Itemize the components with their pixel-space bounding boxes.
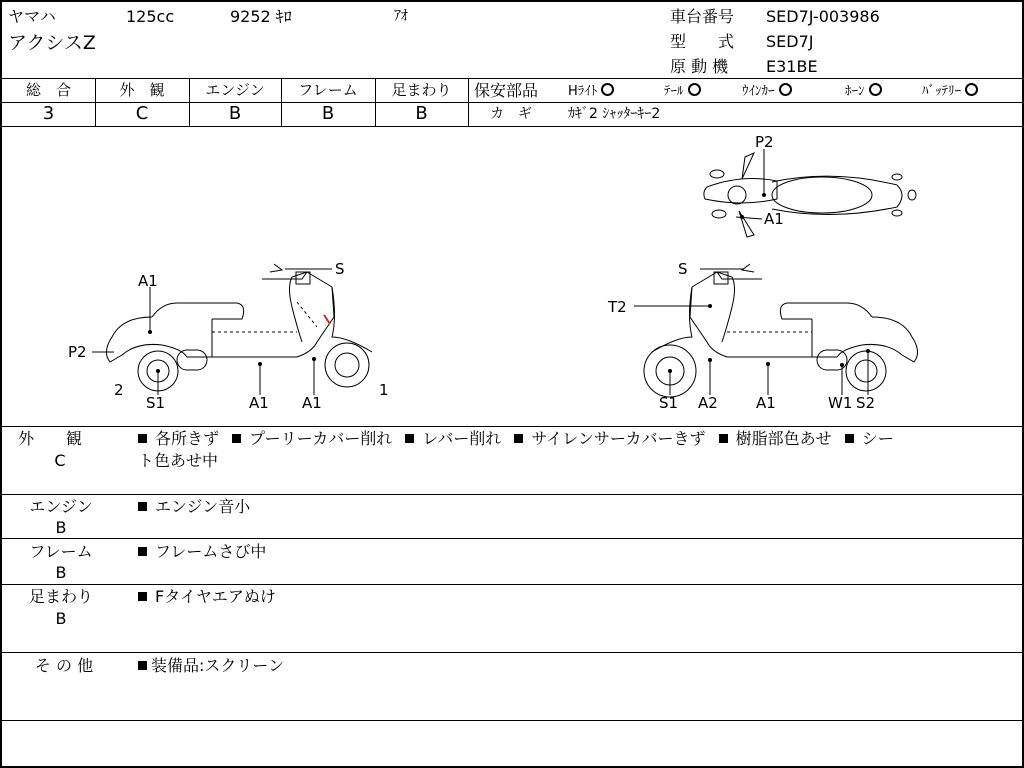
scooter-top-view: [704, 153, 916, 237]
note-cat-suspension: 足まわり: [28, 587, 93, 606]
circle-mark-icon: [869, 83, 882, 96]
note-item: シー: [861, 429, 894, 448]
grade-value-suspension: B: [415, 103, 428, 124]
key-value: ｶｷﾞ2 ｼｬｯﾀｰｷｰ2: [568, 106, 661, 122]
note-grade-exterior: C: [54, 451, 66, 470]
note-cat-exterior: 外 観: [17, 429, 82, 448]
engine-value: E31BE: [766, 57, 818, 76]
safety-winker: [742, 83, 792, 98]
divider: [468, 78, 469, 126]
note-item: 各所きず: [155, 429, 220, 448]
divider: [2, 494, 1024, 495]
grade-label-frame: フレーム: [298, 81, 358, 99]
frame-no-label: 車台番号: [670, 7, 735, 26]
circle-mark-icon: [601, 83, 614, 96]
label-left-1: 1: [379, 381, 389, 399]
label-left-a1: A1: [138, 272, 158, 290]
label-right-s1: S1: [659, 394, 679, 412]
bullet-icon: [232, 434, 241, 443]
grade-label-exterior: 外 観: [119, 81, 165, 99]
label-left-a1c: A1: [302, 394, 322, 412]
displacement: 125cc: [126, 7, 175, 26]
color: ｱｵ: [394, 8, 408, 24]
type-label: 型 式: [670, 32, 735, 51]
label-left-2: 2: [114, 381, 124, 399]
safety-item-label: ﾃｰﾙ: [664, 84, 684, 99]
note-item: エンジン音小: [155, 497, 251, 516]
note-text-frame: [138, 544, 266, 560]
bullet-icon: [138, 592, 147, 601]
label-top-p2: P2: [755, 133, 774, 151]
model-name: アクシスZ: [8, 32, 96, 54]
circle-mark-icon: [779, 83, 792, 96]
circle-mark-icon: [965, 83, 978, 96]
note-item: 装備品:スクリーン: [151, 656, 285, 675]
grade-value-overall: 3: [42, 103, 55, 124]
note-item: フレームさび中: [155, 542, 267, 561]
label-left-s1: S1: [146, 394, 166, 412]
bullet-icon: [138, 434, 147, 443]
damage-diagram: [2, 127, 1024, 425]
note-text-suspension: [138, 589, 276, 605]
divider: [2, 652, 1024, 653]
note-cat-frame: フレーム: [29, 542, 93, 561]
frame-no: SED7J-003986: [766, 7, 880, 26]
safety-item-label: ｳｲﾝｶｰ: [742, 84, 775, 99]
bullet-icon: [138, 547, 147, 556]
grade-value-exterior: C: [135, 103, 149, 124]
note-item: サイレンサーカバーきず: [531, 429, 706, 448]
note-grade-frame: B: [55, 563, 67, 582]
note-grade-suspension: B: [55, 609, 67, 628]
label-left-a1b: A1: [249, 394, 269, 412]
safety-headlight: [568, 83, 614, 98]
note-text-exterior-cont: ト色あせ中: [138, 451, 219, 470]
note-item: プーリーカバー削れ: [249, 429, 393, 448]
label-left-p2: P2: [68, 343, 87, 361]
safety-label: 保安部品: [474, 81, 539, 100]
bullet-icon: [845, 434, 854, 443]
safety-item-label: ﾎｰﾝ: [845, 84, 865, 99]
divider: [2, 720, 1024, 721]
bullet-icon: [514, 434, 523, 443]
circle-mark-icon: [688, 83, 701, 96]
note-text-engine: [138, 499, 250, 515]
safety-item-label: ﾊﾞｯﾃﾘｰ: [922, 84, 961, 99]
grade-label-suspension: 足まわり: [391, 81, 452, 99]
note-cat-other: そ の 他: [34, 656, 94, 675]
grade-value-frame: B: [321, 103, 335, 124]
safety-tail: [664, 83, 701, 98]
note-item: Fタイヤエアぬけ: [155, 587, 276, 606]
grade-value-engine: B: [228, 103, 242, 124]
bullet-icon: [138, 661, 147, 670]
divider: [2, 584, 1024, 585]
label-left-s: S: [335, 260, 345, 278]
maker: ヤマハ: [8, 7, 56, 26]
label-right-w1: W1: [828, 394, 853, 412]
label-right-t2: T2: [608, 298, 627, 316]
label-right-s2: S2: [856, 394, 876, 412]
label-right-a2: A2: [698, 394, 718, 412]
engine-label: 原 動 機: [670, 57, 729, 76]
label-right-a1: A1: [756, 394, 776, 412]
note-cat-engine: エンジン: [29, 497, 93, 516]
bullet-icon: [138, 502, 147, 511]
divider: [2, 426, 1024, 427]
bullet-icon: [405, 434, 414, 443]
safety-battery: [922, 83, 978, 98]
divider: [2, 538, 1024, 539]
divider: [468, 102, 1024, 103]
grade-label-overall: 総 合: [25, 81, 71, 99]
type-value: SED7J: [766, 32, 814, 51]
note-text-exterior: [138, 431, 894, 447]
note-text-other: [138, 658, 284, 674]
grade-label-engine: エンジン: [205, 81, 265, 99]
bullet-icon: [719, 434, 728, 443]
key-label: カ ギ: [490, 106, 532, 122]
label-right-s: S: [678, 260, 688, 278]
note-item: 樹脂部色あせ: [735, 429, 832, 448]
note-grade-engine: B: [55, 518, 67, 537]
safety-horn: [845, 83, 882, 98]
note-item: レバー削れ: [422, 429, 502, 448]
mileage: 9252 ｷﾛ: [230, 7, 292, 26]
scooter-right-view: [644, 264, 918, 397]
label-top-a1: A1: [764, 210, 784, 228]
safety-item-label: Hﾗｲﾄ: [568, 84, 598, 99]
divider: [2, 78, 1024, 79]
